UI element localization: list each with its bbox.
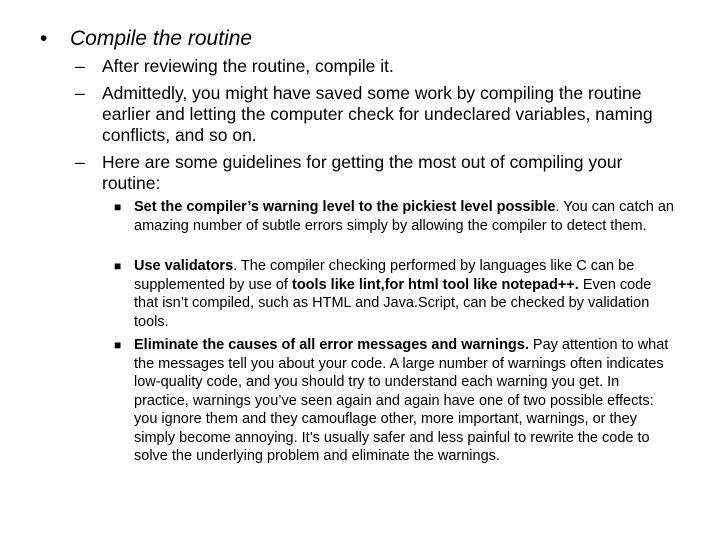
square-bullet-icon: ■ — [114, 338, 122, 352]
guideline-item — [114, 257, 674, 331]
guideline-body: Pay attention to what the messages tell you about your code. A large number of warnings often indicates low-quality code, and you should try to understand each warning you get. In practice, warnings you’ve seen again and again have one of two possible effects: you ignore them and they camouflage other, more important, warnings, or they simply become annoying. It’s usually safer and less painful to rewrite the code to solve the underlying problem and eliminate the warnings. — [134, 337, 669, 464]
guideline-body: . You can catch an amazing number of subtle errors simply by allowing the compiler to detect them. — [134, 199, 674, 234]
guideline-text — [134, 257, 674, 331]
guideline-text — [134, 198, 674, 235]
guideline-item — [114, 198, 674, 235]
guideline-bold: tools like lint,for html tool like notepad++. — [292, 276, 579, 293]
dash-icon: – — [75, 56, 85, 76]
bullet-icon: • — [40, 27, 48, 50]
point-item — [75, 152, 675, 194]
guideline-body: Even code that isn’t compiled, such as HTML and Java.Script, can be checked by validation tools. — [134, 276, 652, 330]
heading-bullet-item — [40, 25, 680, 53]
square-bullet-icon: ■ — [114, 200, 122, 214]
dash-icon: – — [75, 83, 85, 103]
guideline-item — [114, 336, 674, 466]
guideline-bold: Set the compiler’s warning level to the pickiest level possible — [134, 199, 556, 215]
point-text: After reviewing the routine, compile it. — [102, 56, 394, 76]
point-item — [75, 83, 675, 146]
point-item — [75, 56, 675, 77]
square-bullet-icon: ■ — [114, 259, 122, 273]
guideline-bold: Eliminate the causes of all error messages and warnings. — [134, 337, 529, 353]
heading-text: Compile the routine — [70, 27, 253, 50]
point-text: Admittedly, you might have saved some work by compiling the routine earlier and letting the computer check for undeclared variables, naming conflicts, and so on. — [102, 83, 653, 145]
point-text: Here are some guidelines for getting the most out of compiling your routine: — [102, 152, 623, 193]
guideline-body: . The compiler checking performed by languages like C can be supplemented by use of — [134, 258, 635, 293]
guideline-bold: Use validators — [134, 258, 234, 274]
dash-icon: – — [75, 152, 85, 172]
guideline-text — [134, 336, 674, 466]
